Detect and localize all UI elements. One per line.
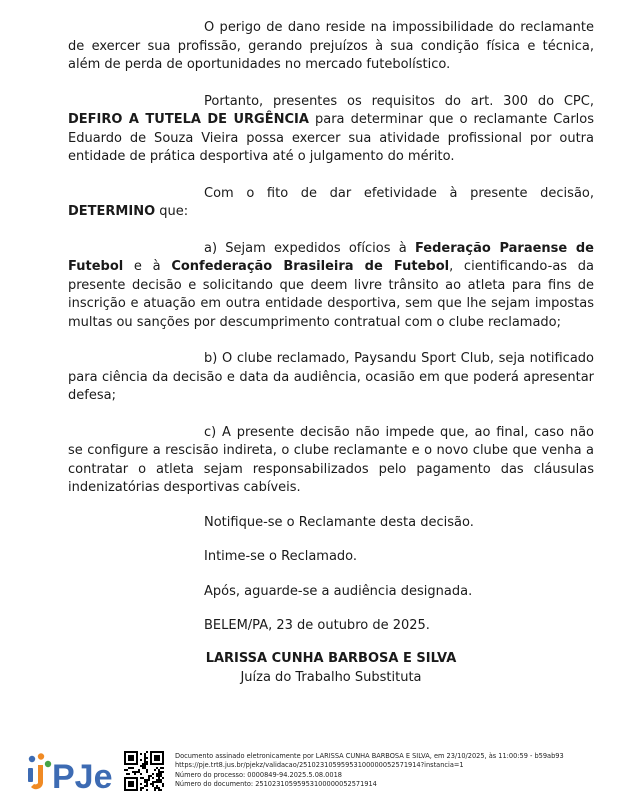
- paragraph-item-a: [68, 240, 594, 333]
- pje-logo: [26, 753, 118, 795]
- signature-info: [175, 752, 564, 789]
- paragraph-intime: Intime-se o Reclamado.: [204, 549, 358, 564]
- paragraph-item-c: c) A presente decisão não impede que, ao final, caso não se configure a rescisão indireta, o clube reclamante e o novo clube que venha a contratar o atleta sejam responsabilizados pelo pagamento das cláusulas indenizatórias desportivas cabíveis.: [68, 424, 594, 495]
- bold-determino: DETERMINO: [68, 204, 156, 219]
- document-number: Número do documento: 25102310595953100000052571914: [175, 779, 377, 788]
- text-span: a) Sejam expedidos ofícios à: [204, 240, 415, 256]
- signature-line: Documento assinado eletronicamente por LARISSA CUNHA BARBOSA E SILVA, em 23/10/2025, às 11:00:59 - b59ab93: [175, 752, 564, 760]
- bold-defiro: DEFIRO A TUTELA DE URGÊNCIA: [68, 112, 309, 127]
- text-span: e à: [123, 259, 172, 274]
- paragraph-local-data: BELEM/PA, 23 de outubro de 2025.: [204, 618, 430, 633]
- signer-name: LARISSA CUNHA BARBOSA E SILVA: [205, 650, 457, 666]
- bold-fpf: Federação Paraense de Futebol: [68, 240, 594, 274]
- pje-logo-icon: [26, 753, 118, 795]
- text-span: Com o fito de dar efetividade à presente decisão,: [204, 185, 594, 201]
- document-body: [68, 0, 594, 688]
- paragraph-perigo-dano: O perigo de dano reside na impossibilidade do reclamante de exercer sua profissão, gerando prejuízos à sua condição física e técnica, além de perda de oportunidades no mercado futebolístico.: [68, 20, 594, 72]
- text-span: para determinar que o reclamante Carlos Eduardo de Souza Vieira possa exercer sua atividade profissional por outra entidade de prática desportiva até o julgamento do mérito.: [68, 112, 594, 164]
- paragraph-notifique: Notifique-se o Reclamante desta decisão.: [204, 514, 474, 530]
- qr-code-icon: [124, 751, 164, 791]
- signature-footer: [0, 745, 618, 802]
- paragraph-item-b: b) O clube reclamado, Paysandu Sport Club, seja notificado para ciência da decisão e data da audiência, ocasião em que poderá apresentar defesa;: [68, 351, 594, 403]
- process-number: Número do processo: 0000849-94.2025.5.08.0018: [175, 770, 342, 779]
- bold-cbf: Confederação Brasileira de Futebol: [171, 259, 450, 274]
- pje-logo-text: PJe: [52, 758, 113, 795]
- signer-role: Juíza do Trabalho Substituta: [240, 670, 422, 685]
- validation-url[interactable]: https://pje.trt8.jus.br/pjekz/validacao/25102310595953100000052571914?instancia=1: [175, 761, 464, 770]
- paragraph-determino: [68, 185, 594, 222]
- text-span: que:: [155, 204, 189, 219]
- paragraph-apos: Após, aguarde-se a audiência designada.: [204, 583, 473, 599]
- qr-code[interactable]: [124, 751, 164, 791]
- text-span: , cientificando-as da presente decisão e solicitando que deem livre trânsito ao atleta para fins de inscrição e atuação em outra entidade desportiva, sem que lhe sejam impostas multas ou sanções por descumprimento contratual com o clube reclamado;: [68, 259, 594, 330]
- text-span: Portanto, presentes os requisitos do art. 300 do CPC,: [204, 93, 594, 109]
- paragraph-tutela: [68, 93, 594, 167]
